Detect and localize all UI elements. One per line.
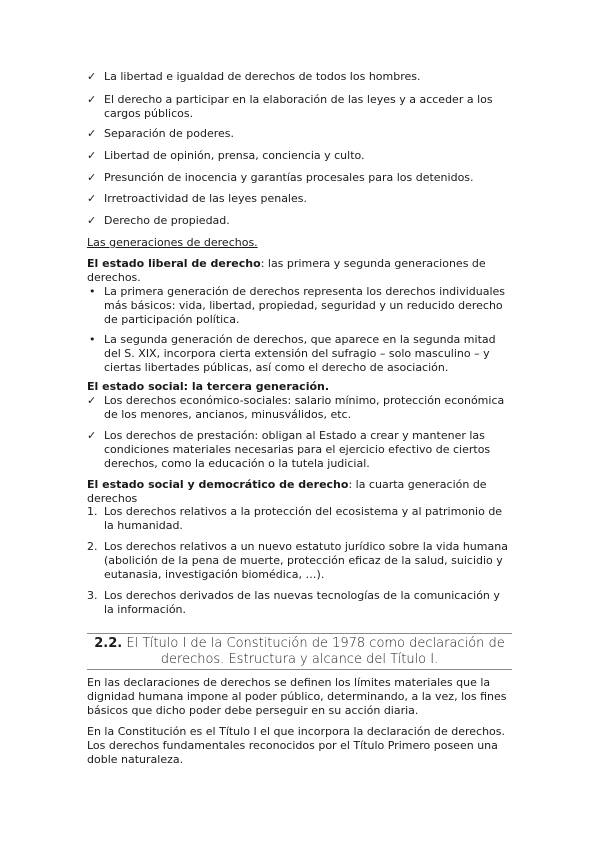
list-item-continuation: (abolición de la pena de muerte, protección eficaz de la salud, suicidio y <box>104 554 503 567</box>
list-item: Los derechos de prestación: obligan al Estado a crear y mantener las <box>104 429 485 442</box>
list-item-continuation: derechos, como la educación o la tutela judicial. <box>104 457 370 470</box>
section-title-line1: El Título I de la Constitución de 1978 como declaración de <box>122 636 505 651</box>
list-item: La libertad e igualdad de derechos de todos los hombres. <box>104 70 421 83</box>
list-number: 1. <box>87 505 98 518</box>
section-rule-bottom <box>87 669 512 670</box>
list-item-continuation: más básicos: vida, libertad, propiedad, seguridad y un reducido derecho <box>104 299 503 312</box>
section-heading <box>87 636 512 652</box>
social-heading <box>87 380 512 394</box>
democratic-heading-bold: El estado social y democrático de derecho <box>87 478 349 491</box>
section-number: 2.2. <box>94 636 123 651</box>
check-icon: ✓ <box>87 192 97 205</box>
list-item: La segunda generación de derechos, que aparece en la segunda mitad <box>104 333 496 346</box>
check-icon: ✓ <box>87 149 97 162</box>
list-item: Los derechos relativos a un nuevo estatuto jurídico sobre la vida humana <box>104 540 508 553</box>
list-item: Separación de poderes. <box>104 127 235 140</box>
paragraph-line: dignidad humana impone al poder público, determinando, a la vez, los fines <box>87 690 507 703</box>
check-icon: ✓ <box>87 127 97 140</box>
check-icon: ✓ <box>87 429 97 442</box>
paragraph-line: En la Constitución es el Título I el que incorpora la declaración de derechos. <box>87 725 505 738</box>
bullet-icon: • <box>89 333 96 346</box>
social-heading-bold: El estado social: la tercera generación. <box>87 380 330 393</box>
democratic-heading-cont: derechos <box>87 492 138 505</box>
list-item-continuation: la humanidad. <box>104 519 183 532</box>
list-item-continuation: eutanasia, investigación biomédica, …). <box>104 568 325 581</box>
list-item: Los derechos derivados de las nuevas tecnologías de la comunicación y <box>104 589 500 602</box>
democratic-heading <box>87 478 512 492</box>
list-item-continuation: de los menores, ancianos, minusválidos, etc. <box>104 408 352 421</box>
section-title-line2: derechos. Estructura y alcance del Título I. <box>160 652 439 667</box>
liberal-heading-rest: : las primera y segunda generaciones de <box>260 257 486 270</box>
paragraph-line: Los derechos fundamentales reconocidos por el Título Primero poseen una <box>87 739 498 752</box>
list-item-continuation: cargos públicos. <box>104 107 194 120</box>
list-item: Presunción de inocencia y garantías procesales para los detenidos. <box>104 171 474 184</box>
paragraph-line: básicos que dicho poder debe perseguir en su acción diaria. <box>87 704 419 717</box>
list-item-continuation: condiciones materiales necesarias para el ejercicio efectivo de ciertos <box>104 443 491 456</box>
liberal-heading-bold: El estado liberal de derecho <box>87 257 261 270</box>
list-item: El derecho a participar en la elaboración de las leyes y a acceder a los <box>104 93 493 106</box>
section-rule-top <box>87 633 512 634</box>
list-item: Los derechos económico-sociales: salario mínimo, protección económica <box>104 394 505 407</box>
check-icon: ✓ <box>87 171 97 184</box>
list-item: La primera generación de derechos representa los derechos individuales <box>104 285 506 298</box>
check-icon: ✓ <box>87 214 97 227</box>
list-item-continuation: del S. XIX, incorpora cierta extensión del sufragio – solo masculino – y <box>104 347 490 360</box>
check-icon: ✓ <box>87 394 97 407</box>
list-item-continuation: la información. <box>104 603 187 616</box>
list-number: 3. <box>87 589 98 602</box>
check-icon: ✓ <box>87 93 97 106</box>
bullet-icon: • <box>89 285 96 298</box>
list-item: Irretroactividad de las leyes penales. <box>104 192 307 205</box>
paragraph-line: En las declaraciones de derechos se definen los límites materiales que la <box>87 676 491 689</box>
list-number: 2. <box>87 540 98 553</box>
check-icon: ✓ <box>87 70 97 83</box>
list-item-continuation: ciertas libertades públicas, así como el derecho de asociación. <box>104 361 449 374</box>
liberal-heading <box>87 257 512 271</box>
list-item: Libertad de opinión, prensa, conciencia y culto. <box>104 149 365 162</box>
paragraph-line: doble naturaleza. <box>87 753 184 766</box>
list-item: Los derechos relativos a la protección del ecosistema y al patrimonio de <box>104 505 503 518</box>
list-item-continuation: de participación política. <box>104 313 240 326</box>
liberal-heading-cont: derechos. <box>87 271 141 284</box>
list-item: Derecho de propiedad. <box>104 214 230 227</box>
generations-title: Las generaciones de derechos. <box>87 236 258 249</box>
democratic-heading-rest: : la cuarta generación de <box>348 478 487 491</box>
